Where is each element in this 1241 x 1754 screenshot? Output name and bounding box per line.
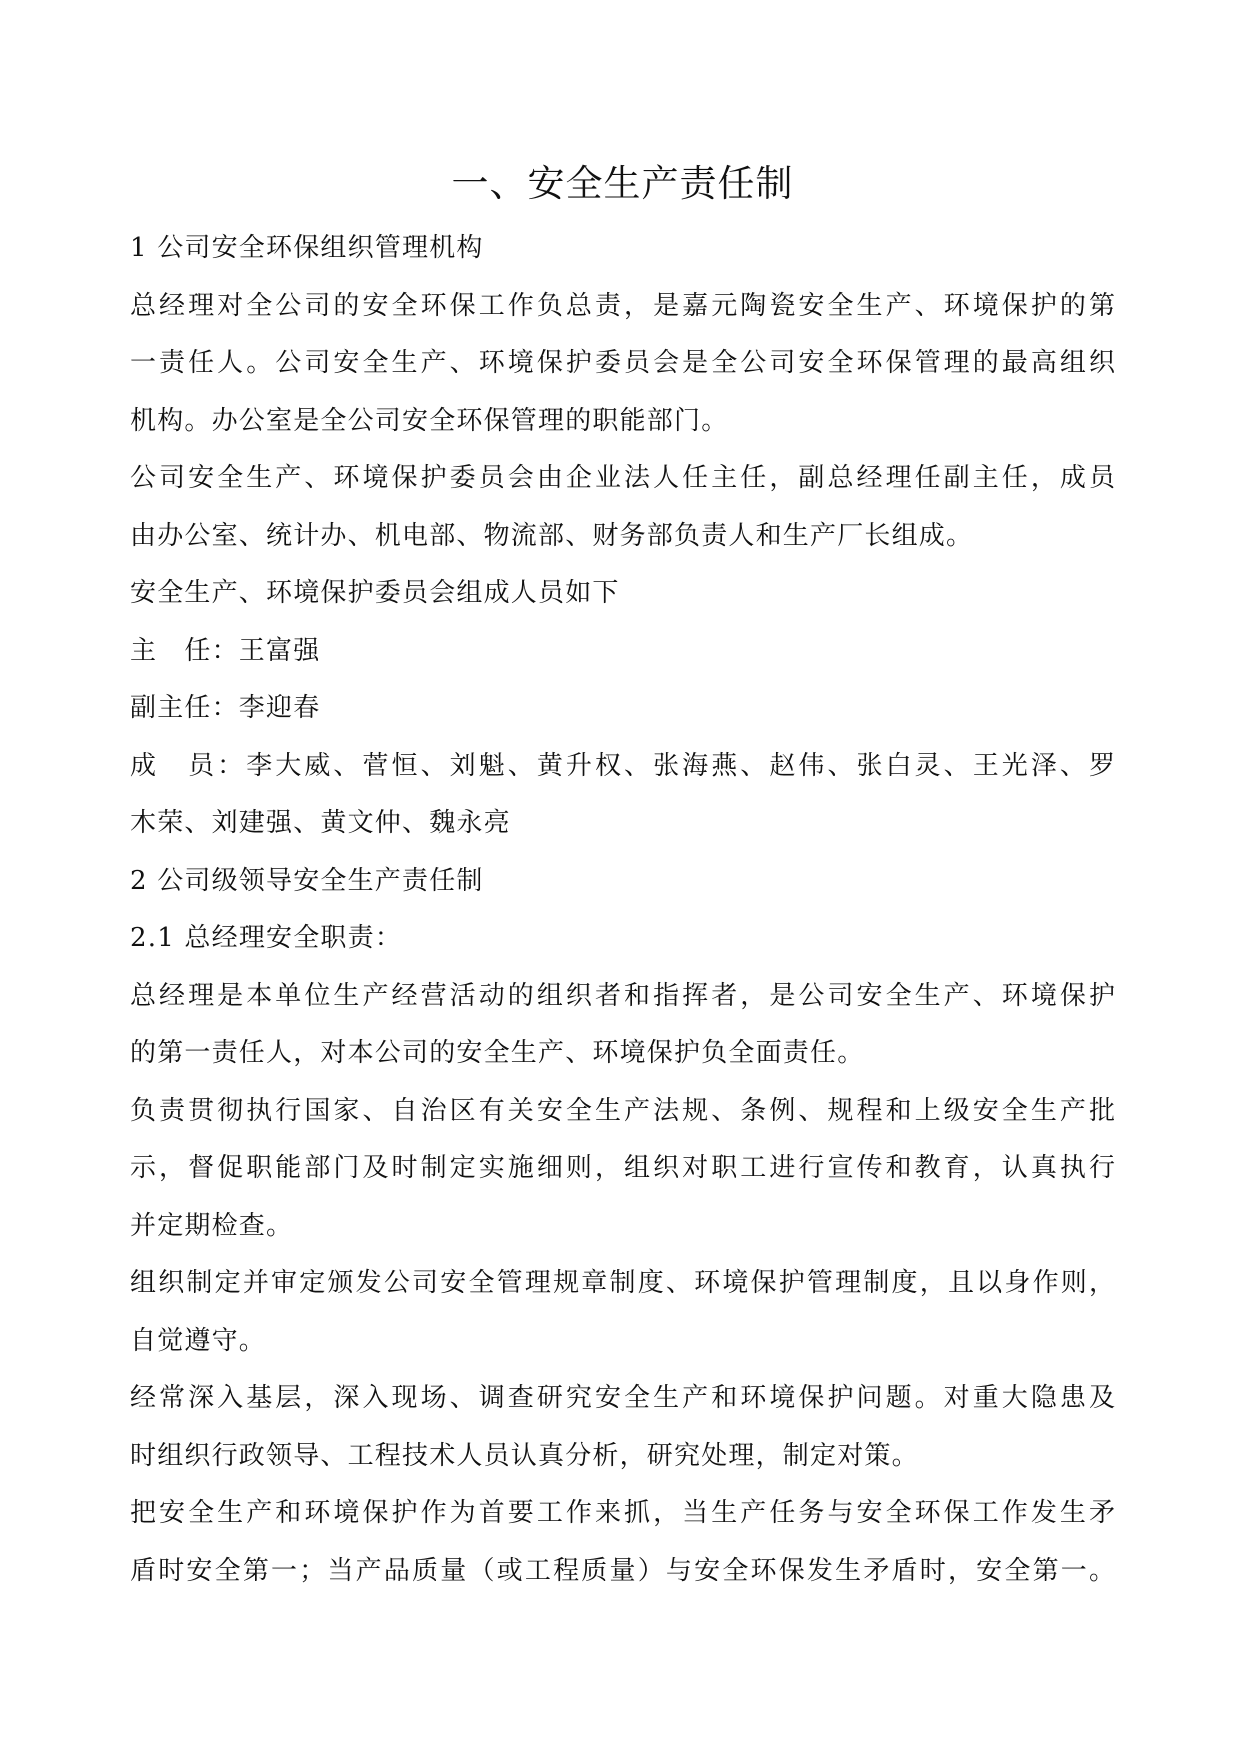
subsection-heading: 2.1 总经理安全职责：	[130, 923, 403, 953]
paragraph-line: 总经理是本单位生产经营活动的组织者和指挥者，是公司安全生产、环境保护	[130, 980, 1115, 1011]
paragraph-line: 机构。办公室是全公司安全环保管理的职能部门。	[130, 405, 729, 436]
section-heading: 2 公司级领导安全生产责任制	[130, 865, 484, 896]
member-line-director: 主 任：王富强	[130, 635, 321, 666]
paragraph-line: 负责贯彻执行国家、自治区有关安全生产法规、条例、规程和上级安全生产批	[130, 1095, 1115, 1126]
paragraph-line: 公司安全生产、环境保护委员会由企业法人任主任，副总经理任副主任，成员	[130, 463, 1115, 493]
paragraph-line: 盾时安全第一；当产品质量（或工程质量）与安全环保发生矛盾时，安全第一。	[130, 1555, 1115, 1586]
paragraph-line: 安全生产、环境保护委员会组成人员如下	[130, 578, 620, 608]
document-body	[130, 148, 1115, 1600]
paragraph-line: 组织制定并审定颁发公司安全管理规章制度、环境保护管理制度，且以身作则，	[130, 1268, 1115, 1298]
paragraph-line: 一责任人。公司安全生产、环境保护委员会是全公司安全环保管理的最高组织	[130, 348, 1115, 378]
member-line-members: 成 员：李大威、菅恒、刘魁、黄升权、张海燕、赵伟、张白灵、王光泽、罗	[130, 750, 1115, 781]
paragraph-line: 总经理对全公司的安全环保工作负总责，是嘉元陶瓷安全生产、环境保护的第	[130, 290, 1115, 321]
paragraph-line: 的第一责任人，对本公司的安全生产、环境保护负全面责任。	[130, 1038, 865, 1068]
paragraph-line: 并定期检查。	[130, 1210, 294, 1241]
document-title: 一、安全生产责任制	[451, 162, 794, 205]
paragraph-line: 由办公室、统计办、机电部、物流部、财务部负责人和生产厂长组成。	[130, 520, 974, 551]
paragraph-line: 时组织行政领导、工程技术人员认真分析，研究处理，制定对策。	[130, 1440, 919, 1471]
member-line-members-cont: 木荣、刘建强、黄文仲、魏永亮	[130, 808, 511, 838]
member-line-deputy: 副主任：李迎春	[130, 693, 321, 723]
paragraph-line: 示，督促职能部门及时制定实施细则，组织对职工进行宣传和教育，认真执行	[130, 1153, 1115, 1183]
paragraph-line: 自觉遵守。	[130, 1325, 267, 1356]
paragraph-line: 经常深入基层，深入现场、调查研究安全生产和环境保护问题。对重大隐患及	[130, 1383, 1115, 1413]
section-heading: 1 公司安全环保组织管理机构	[130, 233, 484, 263]
paragraph-line: 把安全生产和环境保护作为首要工作来抓，当生产任务与安全环保工作发生矛	[130, 1498, 1115, 1528]
